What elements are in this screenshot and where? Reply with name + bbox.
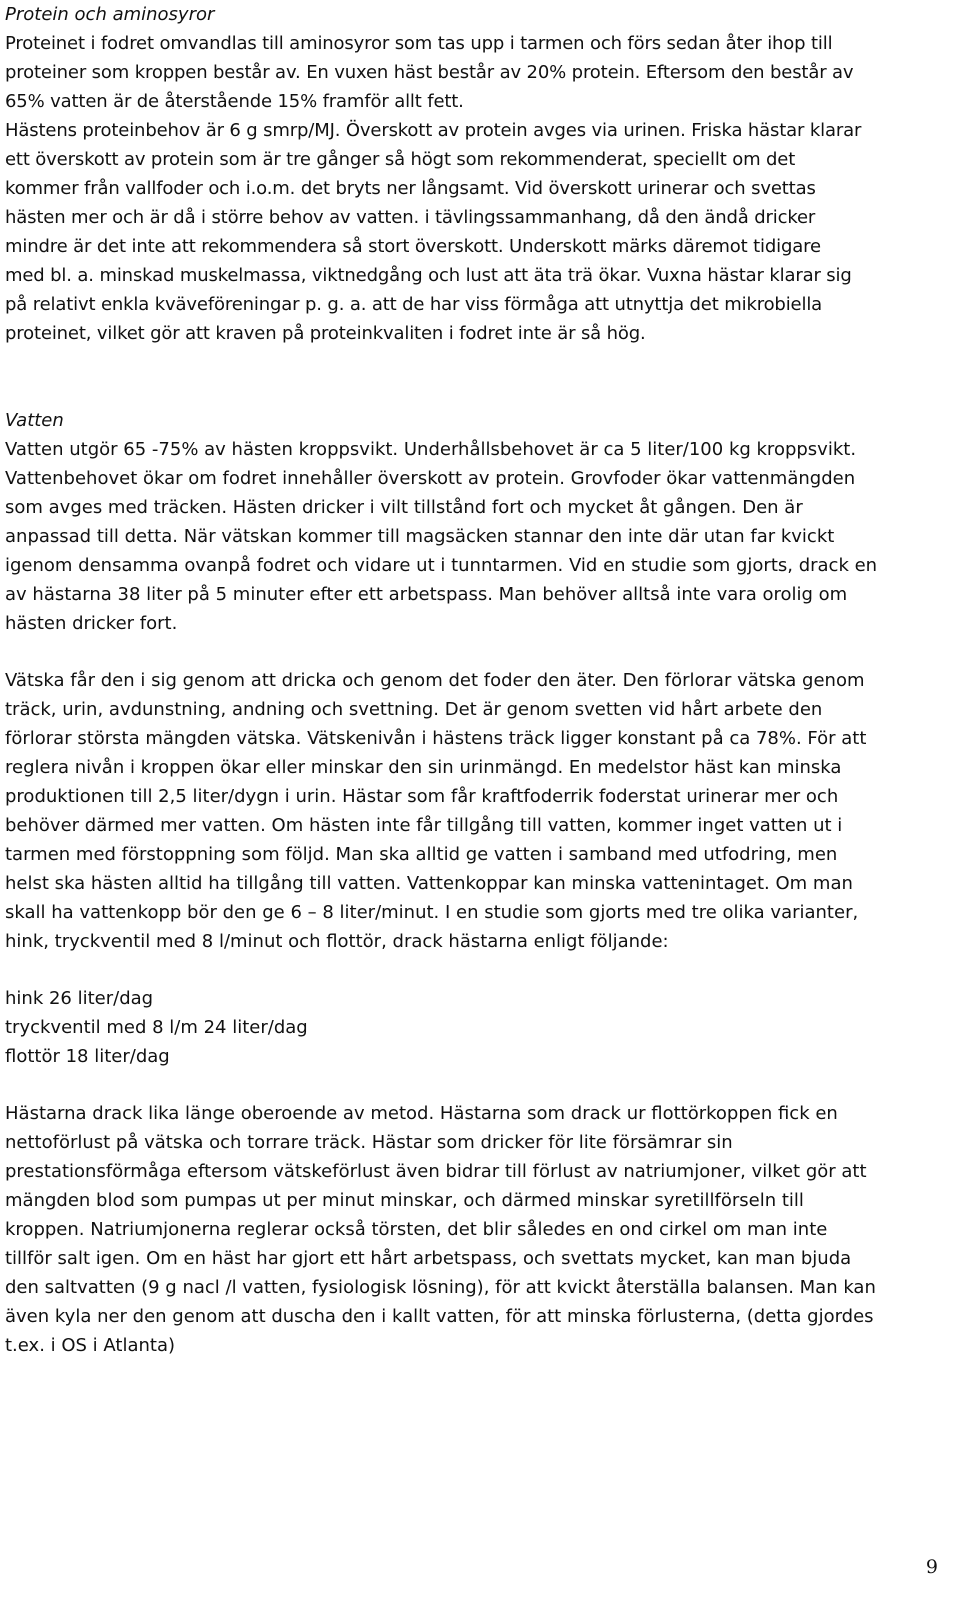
text-line: tillför salt igen. Om en häst har gjort ett hårt arbetspass, och svettats mycket, kan man bjuda (5, 1248, 852, 1269)
drinking-results-list (5, 984, 925, 1071)
section-vatten (5, 406, 925, 1360)
text-line: t.ex. i OS i Atlanta) (5, 1335, 175, 1356)
text-line: behöver därmed mer vatten. Om hästen inte får tillgång till vatten, kommer inget vatten ut i (5, 815, 843, 836)
text-line: som avges med träcken. Hästen dricker i vilt tillstånd fort och mycket åt gången. Den är (5, 497, 803, 518)
text-line: produktionen till 2,5 liter/dygn i urin. Hästar som får kraftfoderrik foderstat urinerar mer och (5, 786, 839, 807)
document-page (5, 0, 925, 1360)
text-line: anpassad till detta. När vätskan kommer till magsäcken stannar den inte där utan far kvickt (5, 526, 835, 547)
page-number: 9 (925, 1556, 938, 1578)
list-item: flottör 18 liter/dag (5, 1046, 170, 1067)
text-line: Vätska får den i sig genom att dricka och genom det foder den äter. Den förlorar vätska genom (5, 670, 865, 691)
text-line: helst ska hästen alltid ha tillgång till vatten. Vattenkoppar kan minska vattenintaget. Om man (5, 873, 853, 894)
text-line: förlorar största mängden vätska. Vätskenivån i hästens träck ligger konstant på ca 78%. För att (5, 728, 867, 749)
text-line: proteinet, vilket gör att kraven på proteinkvaliten i fodret inte är så hög. (5, 323, 646, 344)
text-line: tarmen med förstoppning som följd. Man ska alltid ge vatten i samband med utfodring, men (5, 844, 838, 865)
text-line: Proteinet i fodret omvandlas till aminosyror som tas upp i tarmen och förs sedan åter ihop till (5, 33, 833, 54)
paragraph-spacer (5, 956, 925, 984)
paragraph-vatten-3 (5, 1099, 925, 1360)
section-heading-vatten: Vatten (5, 410, 64, 431)
section-heading-protein: Protein och aminosyror (5, 4, 215, 25)
text-line: på relativt enkla kväveföreningar p. g. a. att de har viss förmåga att utnyttja det mikrobiella (5, 294, 823, 315)
text-line: Vatten utgör 65 -75% av hästen kroppsvikt. Underhållsbehovet är ca 5 liter/100 kg kroppsvikt. (5, 439, 857, 460)
text-line: proteiner som kroppen består av. En vuxen häst består av 20% protein. Eftersom den består av (5, 62, 854, 83)
paragraph-vatten-2 (5, 666, 925, 956)
text-line: prestationsförmåga eftersom vätskeförlust även bidrar till förlust av natriumjoner, vilket gör att (5, 1161, 867, 1182)
text-line: mindre är det inte att rekommendera så stort överskott. Underskott märks däremot tidigare (5, 236, 821, 257)
text-line: kroppen. Natriumjonerna reglerar också törsten, det blir således en ond cirkel om man inte (5, 1219, 828, 1240)
text-line: 65% vatten är de återstående 15% framför allt fett. (5, 91, 464, 112)
text-line: den saltvatten (9 g nacl /l vatten, fysiologisk lösning), för att kvickt återställa balansen. Man kan (5, 1277, 876, 1298)
section-protein (5, 0, 925, 348)
list-item: hink 26 liter/dag (5, 988, 154, 1009)
text-line: igenom densamma ovanpå fodret och vidare ut i tunntarmen. Vid en studie som gjorts, drack en (5, 555, 878, 576)
text-line: hästen mer och är då i större behov av vatten. i tävlingssammanhang, då den ändå dricker (5, 207, 816, 228)
paragraph-vatten-1 (5, 435, 925, 638)
text-line: Hästens proteinbehov är 6 g smrp/MJ. Överskott av protein avges via urinen. Friska hästar klarar (5, 120, 862, 141)
text-line: hink, tryckventil med 8 l/minut och flottör, drack hästarna enligt följande: (5, 931, 669, 952)
text-line: av hästarna 38 liter på 5 minuter efter ett arbetspass. Man behöver alltså inte vara orolig om (5, 584, 848, 605)
text-line: kommer från vallfoder och i.o.m. det bryts ner långsamt. Vid överskott urinerar och svettas (5, 178, 816, 199)
paragraph-spacer (5, 1071, 925, 1099)
paragraph-protein (5, 29, 925, 348)
text-line: reglera nivån i kroppen ökar eller minskar den sin urinmängd. En medelstor häst kan minska (5, 757, 842, 778)
text-line: Hästarna drack lika länge oberoende av metod. Hästarna som drack ur flottörkoppen fick en (5, 1103, 838, 1124)
text-line: träck, urin, avdunstning, andning och svettning. Det är genom svetten vid hårt arbete den (5, 699, 823, 720)
list-item: tryckventil med 8 l/m 24 liter/dag (5, 1017, 308, 1038)
text-line: även kyla ner den genom att duscha den i kallt vatten, för att minska förlusterna, (detta gjordes (5, 1306, 874, 1327)
text-line: Vattenbehovet ökar om fodret innehåller överskott av protein. Grovfoder ökar vattenmängden (5, 468, 856, 489)
paragraph-spacer (5, 638, 925, 666)
text-line: med bl. a. minskad muskelmassa, viktnedgång och lust att äta trä ökar. Vuxna hästar klarar sig (5, 265, 852, 286)
text-line: nettoförlust på vätska och torrare träck. Hästar som dricker för lite försämrar sin (5, 1132, 733, 1153)
text-line: mängden blod som pumpas ut per minut minskar, och därmed minskar syretillförseln till (5, 1190, 804, 1211)
section-spacer (5, 348, 925, 406)
text-line: ett överskott av protein som är tre gånger så högt som rekommenderat, speciellt om det (5, 149, 796, 170)
text-line: hästen dricker fort. (5, 613, 178, 634)
text-line: skall ha vattenkopp bör den ge 6 – 8 liter/minut. I en studie som gjorts med tre olika varianter, (5, 902, 859, 923)
